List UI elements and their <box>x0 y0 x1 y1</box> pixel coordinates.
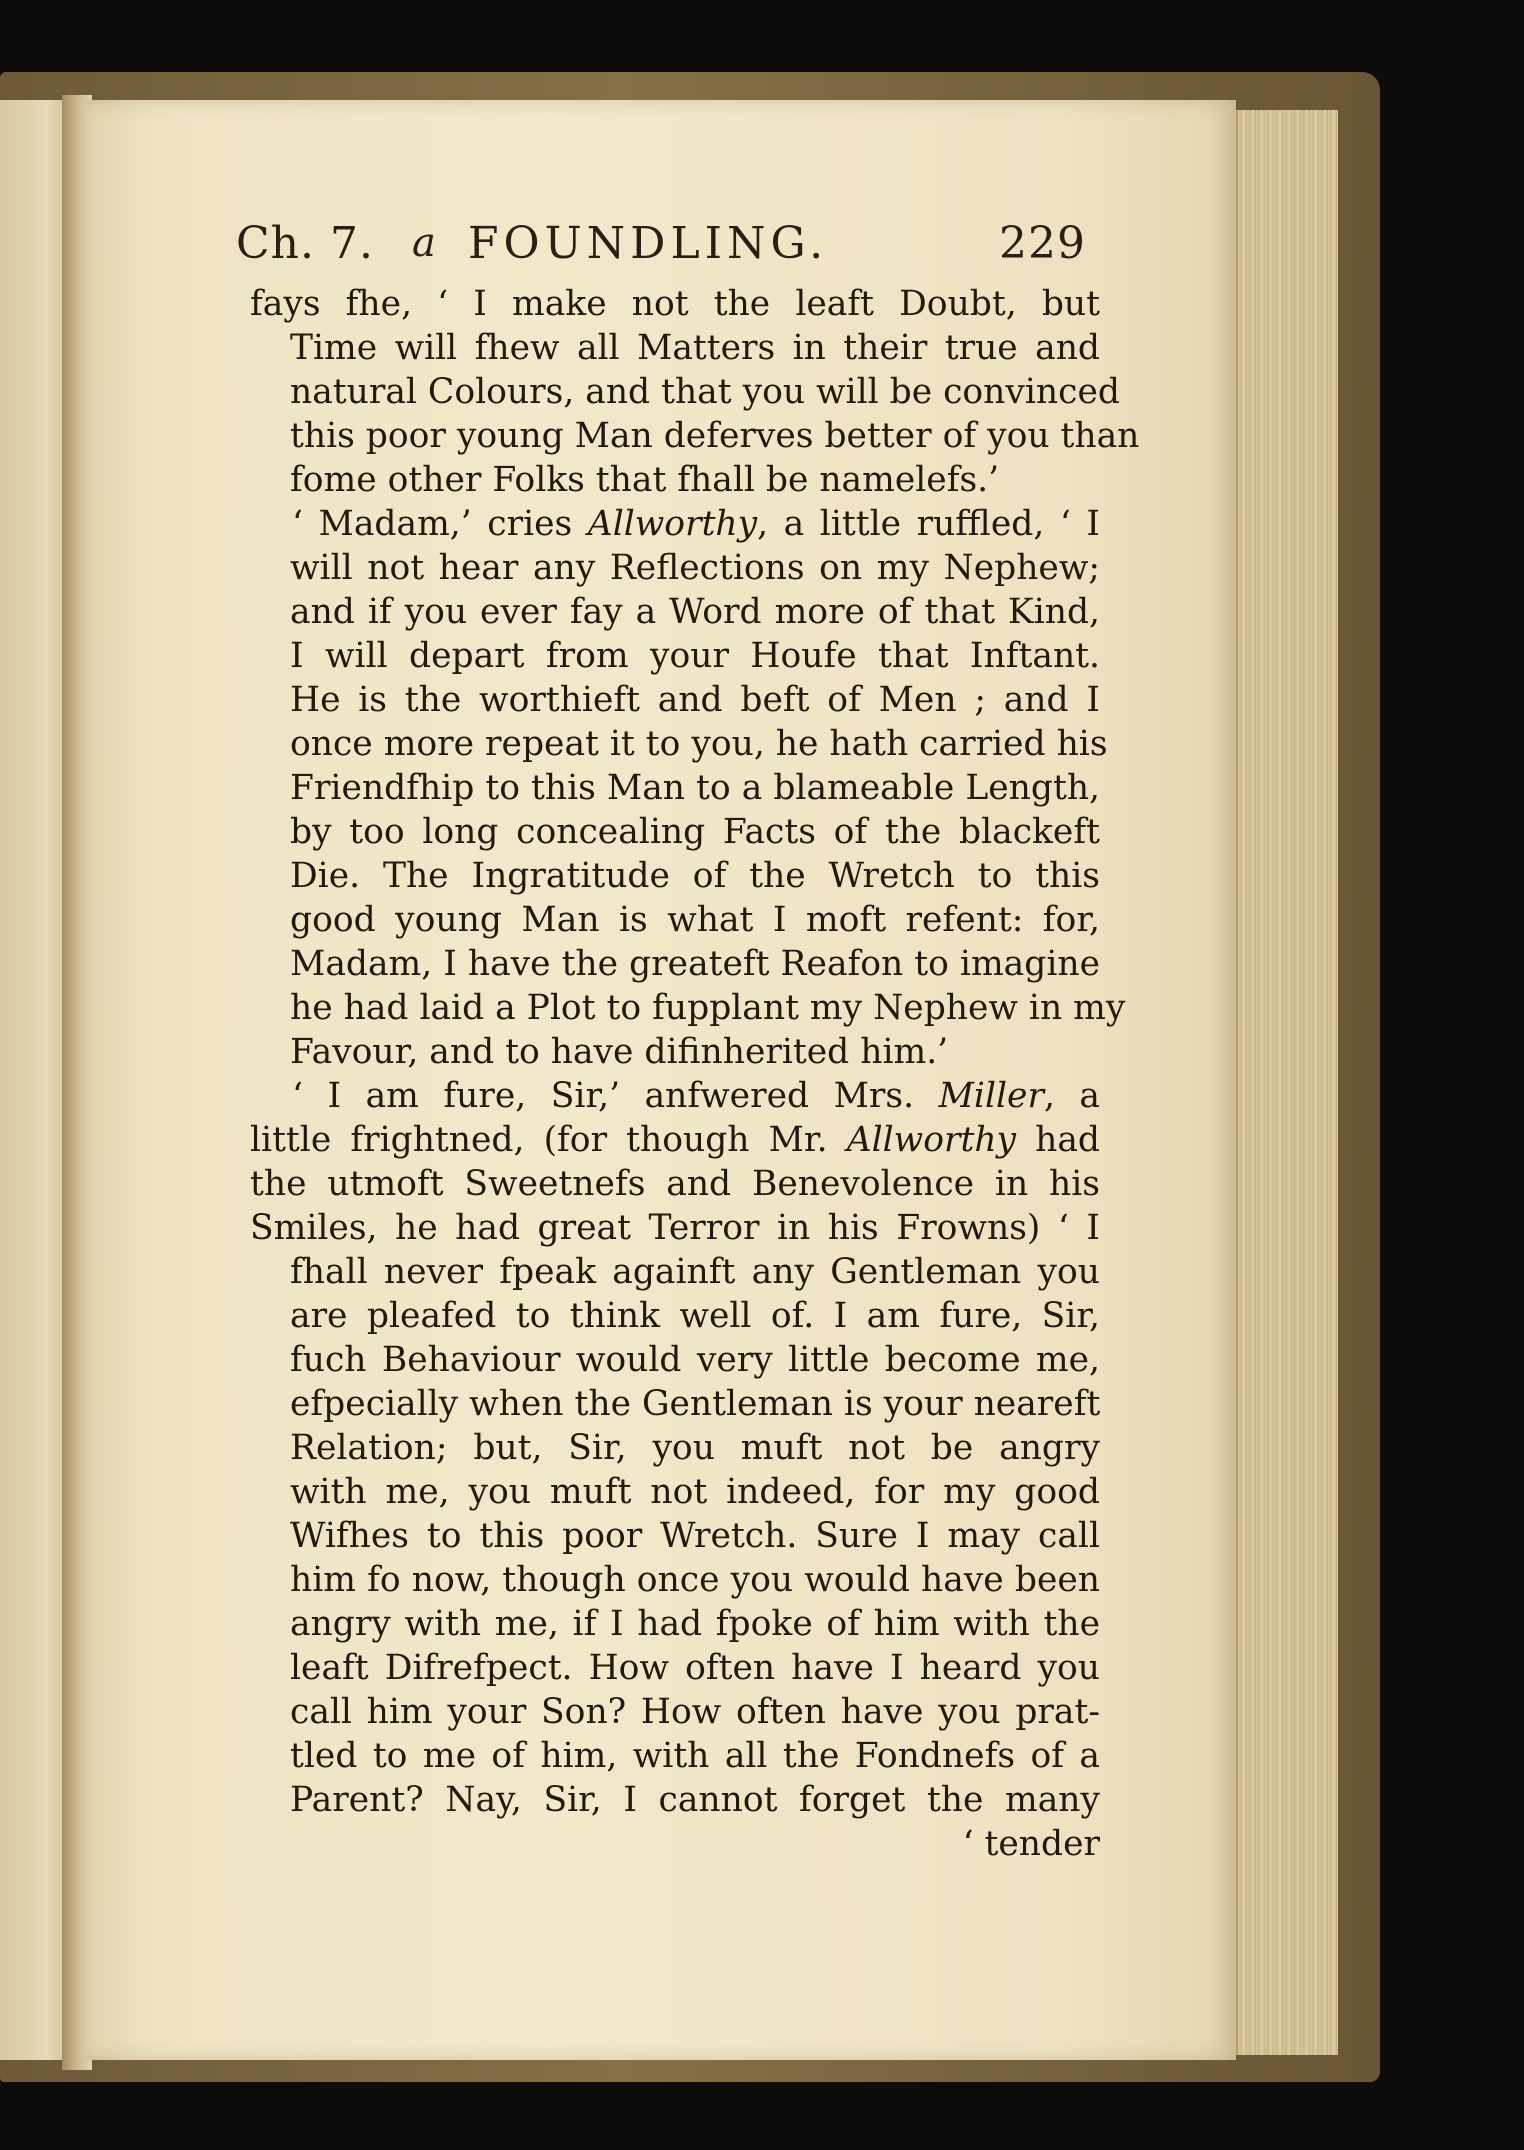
body-text <box>250 282 1140 1866</box>
text-line: I will depart from your Houfe that Inftant. <box>290 636 1100 676</box>
text-line: are pleafed to think well of. I am fure, Sir, <box>290 1296 1100 1336</box>
text-line: ‘ I am fure, Sir,’ anfwered Mrs. Miller, a <box>292 1076 1100 1116</box>
catchword: ‘ tender <box>962 1824 1100 1864</box>
text-line: Relation; but, Sir, you muft not be angry <box>290 1428 1100 1468</box>
text-line: leaft Difrefpect. How often have I heard you <box>290 1648 1100 1688</box>
text-line: him fo now, though once you would have been <box>290 1560 1100 1600</box>
text-line: once more repeat it to you, he hath carried his <box>290 724 1108 764</box>
running-title: FOUNDLING. <box>468 218 829 269</box>
text-line: Time will fhew all Matters in their true and <box>290 328 1100 368</box>
text-line: angry with me, if I had fpoke of him with the <box>290 1604 1100 1644</box>
signature-mark: a <box>412 220 437 266</box>
text-line: tled to me of him, with all the Fondnefs of a <box>290 1736 1100 1776</box>
text-line: fays fhe, ‘ I make not the leaft Doubt, but <box>250 284 1100 324</box>
page-fore-edge <box>1236 110 1338 2055</box>
text-line: He is the worthieft and beft of Men ; and I <box>290 680 1100 720</box>
text-line: the utmoft Sweetnefs and Benevolence in his <box>250 1164 1100 1204</box>
text-line: call him your Son? How often have you prat- <box>290 1692 1100 1732</box>
text-line: this poor young Man deferves better of you than <box>290 416 1140 456</box>
italic-name: Miller <box>938 1076 1044 1116</box>
text-line: efpecially when the Gentleman is your neareft <box>290 1384 1101 1424</box>
text-line: good young Man is what I moft refent: for, <box>290 900 1100 940</box>
text-line: with me, you muft not indeed, for my good <box>290 1472 1100 1512</box>
text-line: little frightned, (for though Mr. Allworthy had <box>250 1120 1101 1160</box>
text-line: Die. The Ingratitude of the Wretch to this <box>290 856 1100 896</box>
italic-name: Allworthy <box>587 504 758 544</box>
text-line: natural Colours, and that you will be convinced <box>290 372 1120 412</box>
text-line: Madam, I have the greateft Reafon to imagine <box>290 944 1100 984</box>
text-line: Smiles, he had great Terror in his Frowns) ‘ I <box>250 1208 1100 1248</box>
page-number: 229 <box>999 218 1086 269</box>
text-line: ‘ Madam,’ cries Allworthy, a little ruffled, ‘ I <box>292 504 1101 544</box>
text-line: fuch Behaviour would very little become me, <box>290 1340 1100 1380</box>
text-line: Friendfhip to this Man to a blameable Length, <box>290 768 1100 808</box>
running-head <box>236 218 1086 278</box>
text-line: by too long concealing Facts of the blackeft <box>290 812 1100 852</box>
text-line: will not hear any Reflections on my Nephew; <box>290 548 1100 588</box>
text-line: and if you ever fay a Word more of that Kind, <box>290 592 1100 632</box>
text-line: Wifhes to this poor Wretch. Sure I may call <box>290 1516 1100 1556</box>
text-line: fhall never fpeak againft any Gentleman you <box>290 1252 1100 1292</box>
italic-name: Allworthy <box>846 1120 1017 1160</box>
text-line: Parent? Nay, Sir, I cannot forget the many <box>290 1780 1100 1820</box>
text-line: Favour, and to have difinherited him.’ <box>290 1032 949 1072</box>
chapter-label: Ch. 7. <box>236 218 374 269</box>
text-line: fome other Folks that fhall be namelefs.’ <box>290 460 1000 500</box>
text-line: he had laid a Plot to fupplant my Nephew in my <box>290 988 1126 1028</box>
